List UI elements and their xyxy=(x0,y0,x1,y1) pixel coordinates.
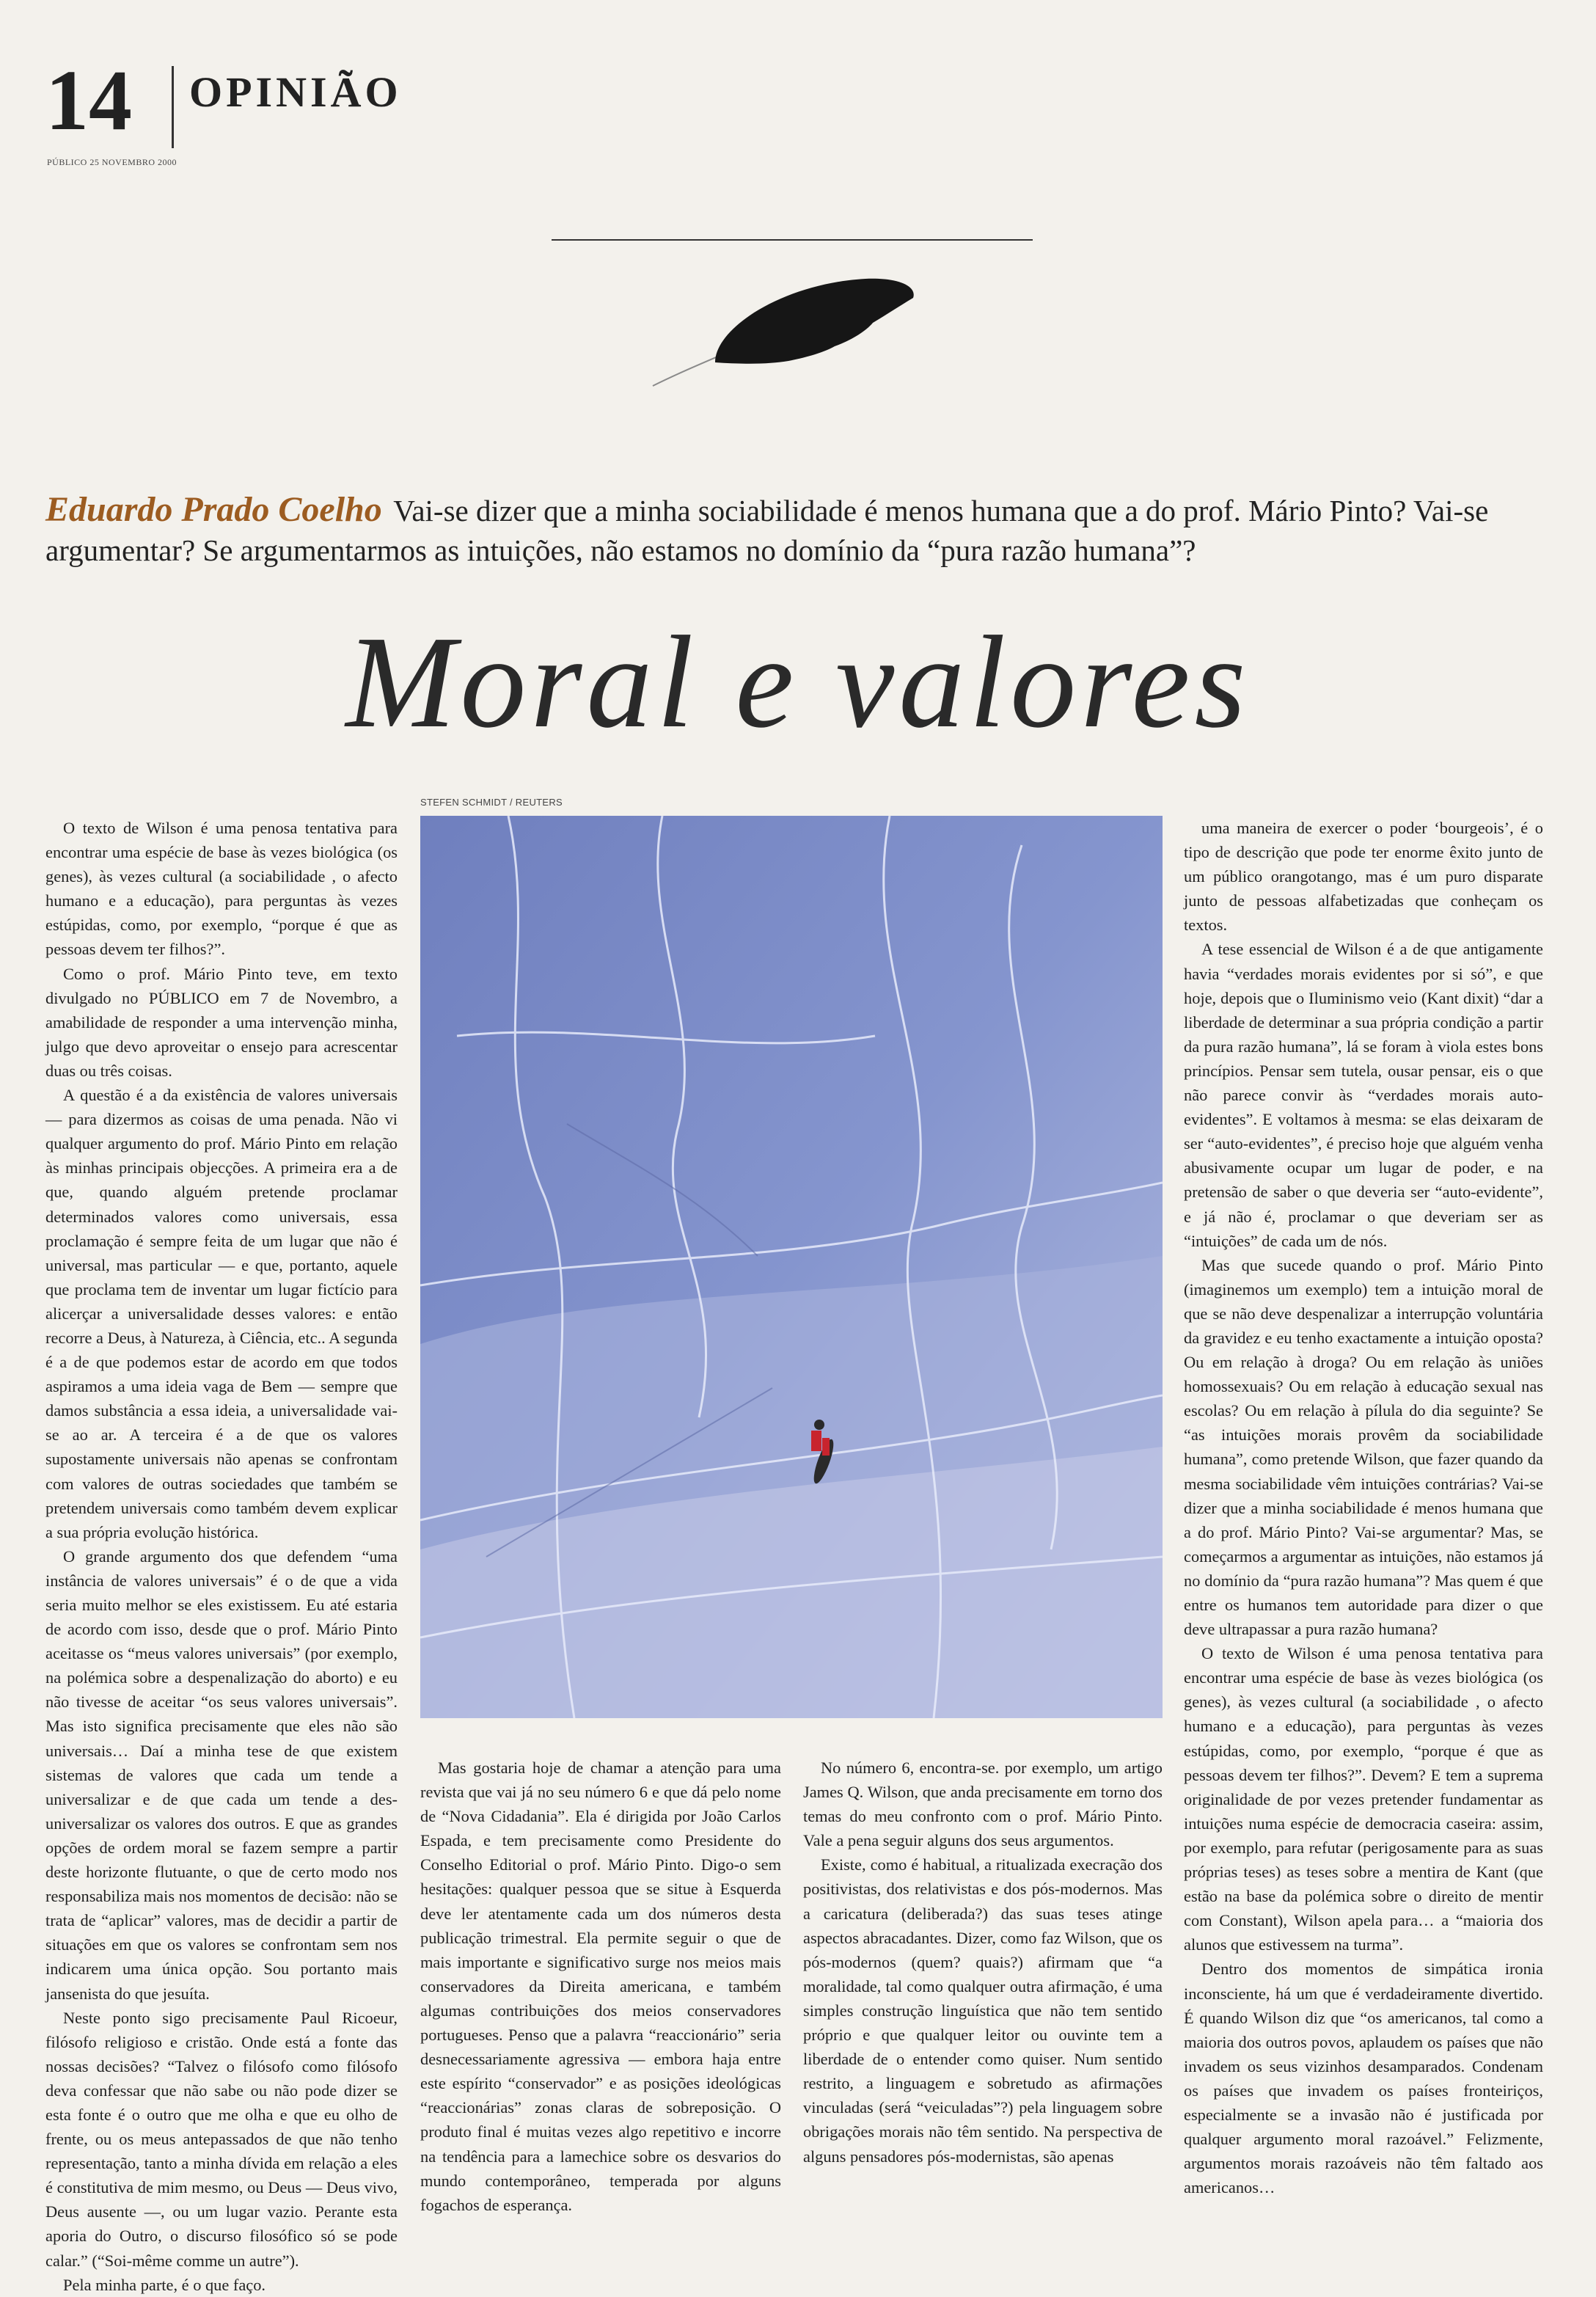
article-column-2 xyxy=(420,1756,781,2217)
section-title: OPINIÃO xyxy=(189,68,402,116)
top-rule xyxy=(552,239,1033,241)
paragraph: A tese essencial de Wilson é a de que antigamente havia “verdades morais evidentes por si só”, e que hoje, depois que o Iluminismo veio (Kant dixit) “dar a liberdade de determinar a sua própria condição a partir da pura razão humana”, lá se foram à viola estes bons princípios. Pensar sem tutela, ousar pensar, eis o que não parece convir às “verdades morais auto-evidentes”. E voltamos à mesma: se elas deixaram de ser “auto-evidentes”, é preciso hoje que alguém venha abusivamente ocupar um lugar de poder, e na pretensão de saber o que deveria ser “auto-evidente”, e já não é, proclamar o que deveriam ser as “intuições” de cada um de nós. xyxy=(1184,940,1543,1250)
dateline: PÚBLICO 25 NOVEMBRO 2000 xyxy=(47,157,177,167)
kicker-text: Vai-se dizer que a minha sociabilidade é menos humana que a do prof. Mário Pinto? Vai-se argumentar? Se argumentarmos as intuições, não estamos no domínio da “pura razão humana”? xyxy=(45,494,1489,567)
kicker xyxy=(45,490,1552,570)
paragraph: A questão é a da existência de valores universais — para dizermos as coisas de uma penada. Não vi qualquer argumento do prof. Mário Pinto em relação às minhas principais objecções. A primeira era a de que, quando alguém pretende proclamar determinados valores como universais, essa proclamação é sempre feita de um lugar que não é universal, mas particular — e que, portanto, aquele que proclama tem de inventar um lugar fictício para alicerçar a universalidade desses valores: e então recorre a Deus, à Natureza, à Ciência, etc.. A segunda é a de que podemos estar de acordo em que todos aspiramos a uma ideia vaga de Bem — sempre que damos substância a essa ideia, a universalidade vai-se ao ar. A terceira é a de que os valores supostamente universais não apenas se confrontam com valores de outras sociedades que também se pretendem universais como também devem explicar a sua própria evolução histórica. xyxy=(45,1086,398,1541)
photo-credit: STEFEN SCHMIDT / REUTERS xyxy=(420,797,563,808)
paragraph: Pela minha parte, é o que faço. xyxy=(63,2275,266,2294)
article-column-4 xyxy=(1184,816,1543,2199)
paragraph: uma maneira de exercer o poder ‘bourgeois’, é o tipo de descrição que pode ter enorme êxito junto de um público orangotango, mas é um puro disparate junto de pessoas alfabetizadas que conheçam os textos. xyxy=(1184,819,1543,935)
article-column-1 xyxy=(45,816,398,2297)
masthead-divider xyxy=(172,66,174,148)
feather-icon xyxy=(645,269,924,393)
paragraph: Mas gostaria hoje de chamar a atenção para uma revista que vai já no seu número 6 e que dá pelo nome de “Nova Cidadania”. Ela é dirigida por João Carlos Espada, e tem precisamente como Presidente do Conselho Editorial o prof. Mário Pinto. Digo-o sem hesitações: qualquer pessoa que se situe à Esquerda deve ler atentamente cada um dos números desta publicação trimestral. Ela permite seguir o que de mais importante e significativo surge nos meios mais conservadores da Direita americana, e também algumas contribuições dos meios conservadores portugueses. Penso que a palavra “reaccionário” seria desnecessariamente agressiva — embora haja entre este espírito “conservador” e as posições ideológicas “reaccionárias” zonas claras de sobreposição. O produto final é muitas vezes algo repetitivo e incorre na tendência para a lamechice sobre os desvarios do mundo contemporâneo, temperada por alguns fogachos de esperança. xyxy=(420,1759,781,2214)
page-number: 14 xyxy=(45,52,132,148)
paragraph: O grande argumento dos que defendem “uma instância de valores universais” é o de que a vida seria muito melhor se eles existissem. Eu até estaria de acordo com isso, desde que o prof. Mário Pinto aceitasse os “meus valores universais” (por exemplo, na polémica sobre a despenalização do aborto) e eu não tivesse de aceitar “os seus valores universais”. Mas isto significa precisamente que eles não são universais… Daí a minha tese de que existem sistemas de valores que cada um tende a universalizar e de que cada um tende a des-universalizar os valores dos outros. E que as grandes opções de ordem moral se fazem sempre a partir deste horizonte flutuante, o que de certo modo nos responsabiliza mais nos momentos de decisão: não se trata de “aplicar” valores, mas de decidir a partir de situações em que os valores se confrontam sem nos indicarem uma única opção. Sou portanto mais jansenista do que jesuíta. xyxy=(45,1546,398,2003)
author-name: Eduardo Prado Coelho xyxy=(45,490,382,529)
paragraph: Existe, como é habitual, a ritualizada execração dos positivistas, dos relativistas e dos pós-modernos. Mas a caricatura (deliberada?) das suas teses atinge aspectos abracadantes. Dizer, como faz Wilson, que os pós-modernos (quem? quais?) afirmam que “a moralidade, tal como qualquer outra afirmação, é uma simples construção linguística que não tem sentido próprio e que qualquer leitor ou ouvinte tem a liberdade de o entender como quiser. Num sentido restrito, a linguagem e sobretudo as afirmações vinculadas (será “veiculadas”?) pela linguagem sobre obrigações morais não têm sentido. Na perspectiva de alguns pensadores pós-modernistas, são apenas xyxy=(803,1855,1163,2166)
paragraph: Neste ponto sigo precisamente Paul Ricoeur, filósofo religioso e cristão. Onde está a fonte das nossas decisões? “Talvez o filósofo como filósofo deva confessar que não sabe ou não pode dizer se esta fonte é o outro que me olha e que eu olho de frente, ou os meus antepassados de que não tenho representação, tanto a minha dívida em relação a eles é constitutiva de mim mesmo, ou Deus — Deus vivo, Deus ausente —, ou um lugar vazio. Perante esta aporia do Outro, o discurso filosófico só se pode calar.” (“Soi-même comme un autre”). xyxy=(45,2008,398,2270)
paragraph: No número 6, encontra-se. por exemplo, um artigo James Q. Wilson, que anda precisamente em torno dos temas do meu confronto com o prof. Mário Pinto. Vale a pena seguir alguns dos seus argumentos. xyxy=(803,1759,1163,1850)
photo-snowboarder xyxy=(420,816,1163,1718)
article-column-3 xyxy=(803,1756,1163,2169)
paragraph: Mas que sucede quando o prof. Mário Pinto (imaginemos um exemplo) tem a intuição moral de que se não deve despenalizar a interrupção voluntária da gravidez e eu tenho exactamente a intuição oposta? Ou em relação à droga? Ou em relação às uniões homossexuais? Ou em relação à educação sexual nas escolas? Ou em relação à pílula do dia seguinte? Se “as intuições morais provêm da sociabilidade humana”, como pretende Wilson, que fazer quando da mesma sociabilidade vêm intuições contrárias? Vai-se dizer que a minha sociabilidade é menos humana que a do prof. Mário Pinto? Vai-se argumentar? Mas, se começarmos a argumentar as intuições, não estamos já no domínio da “pura razão humana”? Mas quem é que entre os humanos tem autoridade para dizer o que deve ultrapassar a pura razão humana? xyxy=(1184,1255,1543,1639)
headline: Moral e valores xyxy=(345,609,1251,755)
paragraph: Como o prof. Mário Pinto teve, em texto divulgado no PÚBLICO em 7 de Novembro, a amabilidade de responder a uma intervenção minha, julgo que devo aproveitar o ensejo para acrescentar duas ou três coisas. xyxy=(45,964,398,1080)
paragraph: Dentro dos momentos de simpática ironia inconsciente, há um que é verdadeiramente divertido. É quando Wilson diz que “os americanos, tal como a maioria dos outros povos, aplaudem os países que não invadem os seus vizinhos desamparados. Condenam os países que invadem os países fronteiriços, especialmente se a invasão não é justificada por qualquer argumento moral razoável.” Felizmente, argumentos morais razoáveis não têm faltado aos americanos… xyxy=(1184,1960,1543,2197)
paragraph: O texto de Wilson é uma penosa tentativa para encontrar uma espécie de base às vezes biológica (os genes), às vezes cultural (a sociabilidade , o afecto humano e a educação), para perguntas às vezes estúpidas, como, por exemplo, “porque é que as pessoas devem ter filhos?”. xyxy=(45,819,398,959)
paragraph: O texto de Wilson é uma penosa tentativa para encontrar uma espécie de base às vezes biológica (os genes), às vezes cultural (a sociabilidade , o afecto humano e a educação), para perguntas às vezes estúpidas, como, por exemplo, “porque é que as pessoas devem ter filhos?”. Devem? E tem a suprema originalidade de por vezes pretender fundamentar as intuições numa espécie de democracia caseira: assim, por exemplo, para refutar (perigosamente para as suas próprias teses) as teses sobre a mentira de Kant (que estão na base da polémica sobre o direito de mentir com Constant), Wilson apela para… a “maioria dos alunos que estivessem na turma”. xyxy=(1184,1644,1543,1954)
